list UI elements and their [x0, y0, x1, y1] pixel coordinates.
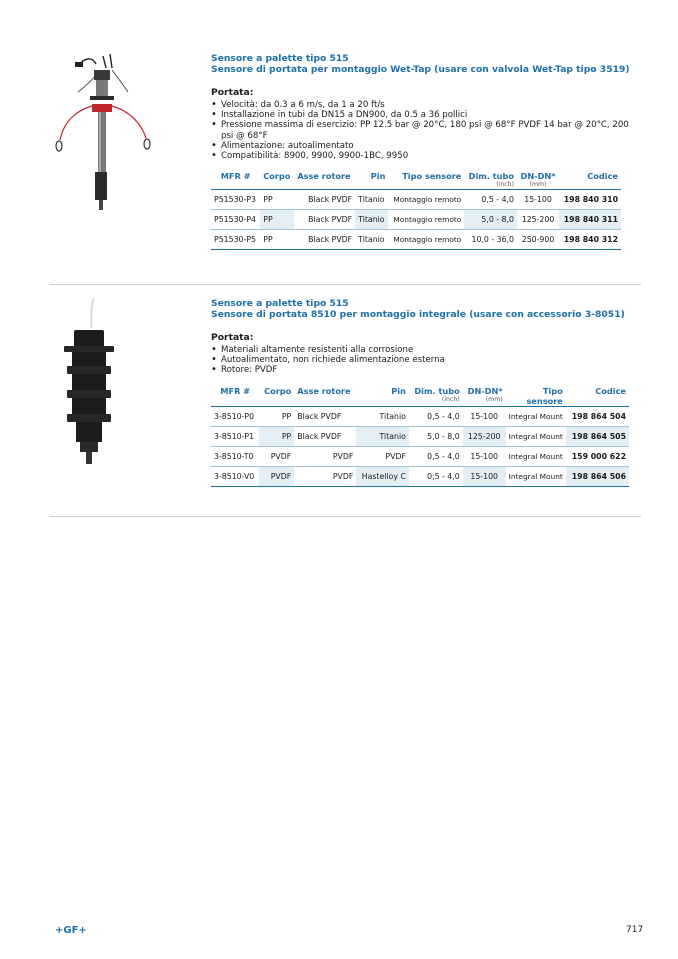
cell-mfr: 3-8510-V0: [214, 471, 255, 481]
cell-mfr: P51530-P3: [214, 195, 256, 205]
col-header-asse-rotore: Asse rotore: [297, 385, 351, 396]
cell-dim-tubo: 0,5 - 4,0: [427, 411, 460, 421]
cell-pin: Titanio: [356, 426, 409, 446]
col-header-dim-tubo: Dim. tubo (inch): [468, 171, 514, 189]
spec-table-2: [211, 386, 629, 487]
list-item: • Velocità: da 0.3 a 6 m/s, da 1 a 20 ft/s: [211, 100, 641, 110]
cell-asse-rotore: PVDF: [332, 451, 354, 461]
list-item: • Installazione in tubi da DN15 a DN900, da 0.5 a 36 pollici: [211, 110, 641, 120]
cell-tipo-sensore: Montaggio remoto: [393, 195, 462, 205]
cell-pin: Hastelloy C: [356, 466, 409, 486]
col-header-pin: Pin: [370, 171, 386, 182]
col-header-codice: Codice: [587, 171, 618, 182]
table-header-row: [211, 171, 621, 190]
cell-mfr: P51530-P5: [214, 235, 256, 245]
cell-dn: 15-100: [470, 411, 498, 421]
cell-tipo-sensore: Integral Mount: [508, 411, 563, 421]
cell-pin: Titanio: [358, 195, 385, 205]
cell-corpo: PP: [281, 411, 292, 421]
cell-corpo: PVDF: [270, 451, 292, 461]
col-header-mfr: MFR #: [220, 385, 251, 396]
table-row: [211, 210, 621, 230]
cell-pin: Titanio: [379, 411, 406, 421]
features-list-1: [211, 100, 641, 161]
cell-tipo-sensore: Montaggio remoto: [393, 235, 462, 245]
table-row: [211, 446, 629, 466]
cell-mfr: 3-8510-T0: [214, 451, 254, 461]
spec-table-1: [211, 171, 621, 250]
cell-codice: 198 864 505: [566, 426, 629, 446]
cell-pin: PVDF: [385, 451, 406, 461]
table-row: [211, 426, 629, 446]
cell-asse-rotore: Black PVDF: [308, 195, 353, 205]
section-subtitle-1: Sensore di portata per montaggio Wet-Tap (usare con valvola Wet-Tap tipo 3519): [211, 64, 630, 75]
cell-codice: 159 000 622: [571, 451, 626, 461]
cell-tipo-sensore: Integral Mount: [508, 451, 563, 461]
col-header-tipo-sensore: Tipo sensore: [402, 171, 462, 182]
cell-mfr: 3-8510-P1: [214, 431, 255, 441]
table-row: [211, 406, 629, 426]
cell-mfr: P51530-P4: [214, 215, 256, 225]
cell-dn: 15-100: [463, 466, 506, 486]
col-header-mfr: MFR #: [220, 171, 251, 182]
cell-corpo: PP: [263, 195, 273, 205]
list-item: • Materiali altamente resistenti alla corrosione: [211, 345, 641, 355]
cell-asse-rotore: Black PVDF: [308, 215, 353, 225]
cell-codice: 198 840 311: [559, 210, 621, 230]
sensor-8510-integral-image: [58, 296, 128, 475]
list-item: • Autoalimentato, non richiede alimentazione esterna: [211, 355, 641, 365]
gf-logo: +GF+: [55, 925, 87, 936]
table-row: [211, 190, 621, 210]
col-header-pin: Pin: [391, 385, 406, 396]
page-number: 717: [626, 925, 644, 935]
cell-corpo: PP: [260, 210, 294, 230]
table-row: [211, 230, 621, 250]
cell-dim-tubo: 5,0 - 8,0: [464, 210, 517, 230]
col-header-asse-rotore: Asse rotore: [297, 171, 351, 182]
table-row: [211, 466, 629, 486]
cell-corpo: PVDF: [259, 466, 294, 486]
cell-dn: 125-200: [463, 426, 506, 446]
cell-asse-rotore: Black PVDF: [297, 431, 342, 441]
cell-pin: Titanio: [358, 235, 385, 245]
col-header-codice: Codice: [595, 385, 626, 396]
cell-mfr: 3-8510-P0: [214, 411, 255, 421]
cell-codice: 198 840 310: [563, 195, 618, 205]
section-subtitle-2: Sensore di portata 8510 per montaggio integrale (usare con accessorio 3-8051): [211, 309, 625, 320]
list-item: • Rotore: PVDF: [211, 365, 641, 375]
list-item: • Alimentazione: autoalimentato: [211, 141, 641, 151]
col-header-dn: DN-DN* (mm): [467, 385, 503, 403]
cell-asse-rotore: Black PVDF: [297, 411, 342, 421]
table-header-row: [211, 386, 629, 407]
section-divider: [50, 284, 641, 285]
cell-dn: 125-200: [521, 215, 555, 225]
cell-corpo: PP: [263, 235, 273, 245]
cell-dn: 15-100: [470, 451, 498, 461]
cell-asse-rotore: Black PVDF: [308, 235, 353, 245]
cell-dn: 250-900: [521, 235, 555, 245]
cell-dim-tubo: 10,0 - 36,0: [471, 235, 514, 245]
cell-dim-tubo: 5,0 - 8,0: [427, 431, 460, 441]
col-header-dim-tubo: Dim. tubo (inch): [414, 385, 460, 403]
cell-codice: 198 864 506: [566, 466, 629, 486]
cell-asse-rotore: PVDF: [332, 471, 354, 481]
cell-tipo-sensore: Integral Mount: [508, 471, 563, 481]
list-item: • Compatibilità: 8900, 9900, 9900-1BC, 9950: [211, 151, 641, 161]
cell-pin: Titanio: [355, 210, 388, 230]
section-divider: [50, 516, 641, 517]
cell-tipo-sensore: Integral Mount: [508, 431, 563, 441]
cell-dim-tubo: 0,5 - 4,0: [481, 195, 514, 205]
features-list-2: [211, 345, 641, 376]
portata-label-1: Portata:: [211, 87, 254, 98]
sensor-515-wet-tap-image: [48, 48, 158, 222]
list-item: • Pressione massima di esercizio: PP 12.5 bar @ 20°C, 180 psi @ 68°F PVDF 14 bar @ 20°C, 200 psi @ 68°F: [211, 120, 641, 140]
cell-corpo: PP: [259, 426, 294, 446]
cell-codice: 198 864 504: [571, 411, 626, 421]
portata-label-2: Portata:: [211, 332, 254, 343]
section-title-2: Sensore a palette tipo 515: [211, 298, 349, 309]
col-header-tipo-sensore: Tipo sensore: [526, 385, 563, 406]
cell-codice: 198 840 312: [563, 235, 618, 245]
section-title-1: Sensore a palette tipo 515: [211, 53, 349, 64]
col-header-dn: DN-DN* (mm): [520, 171, 556, 189]
col-header-corpo: Corpo: [264, 385, 292, 396]
cell-dim-tubo: 0,5 - 4,0: [427, 451, 460, 461]
cell-dim-tubo: 0,5 - 4,0: [427, 471, 460, 481]
cell-dn: 15-100: [524, 195, 552, 205]
col-header-corpo: Corpo: [263, 171, 291, 182]
cell-tipo-sensore: Montaggio remoto: [393, 215, 462, 225]
